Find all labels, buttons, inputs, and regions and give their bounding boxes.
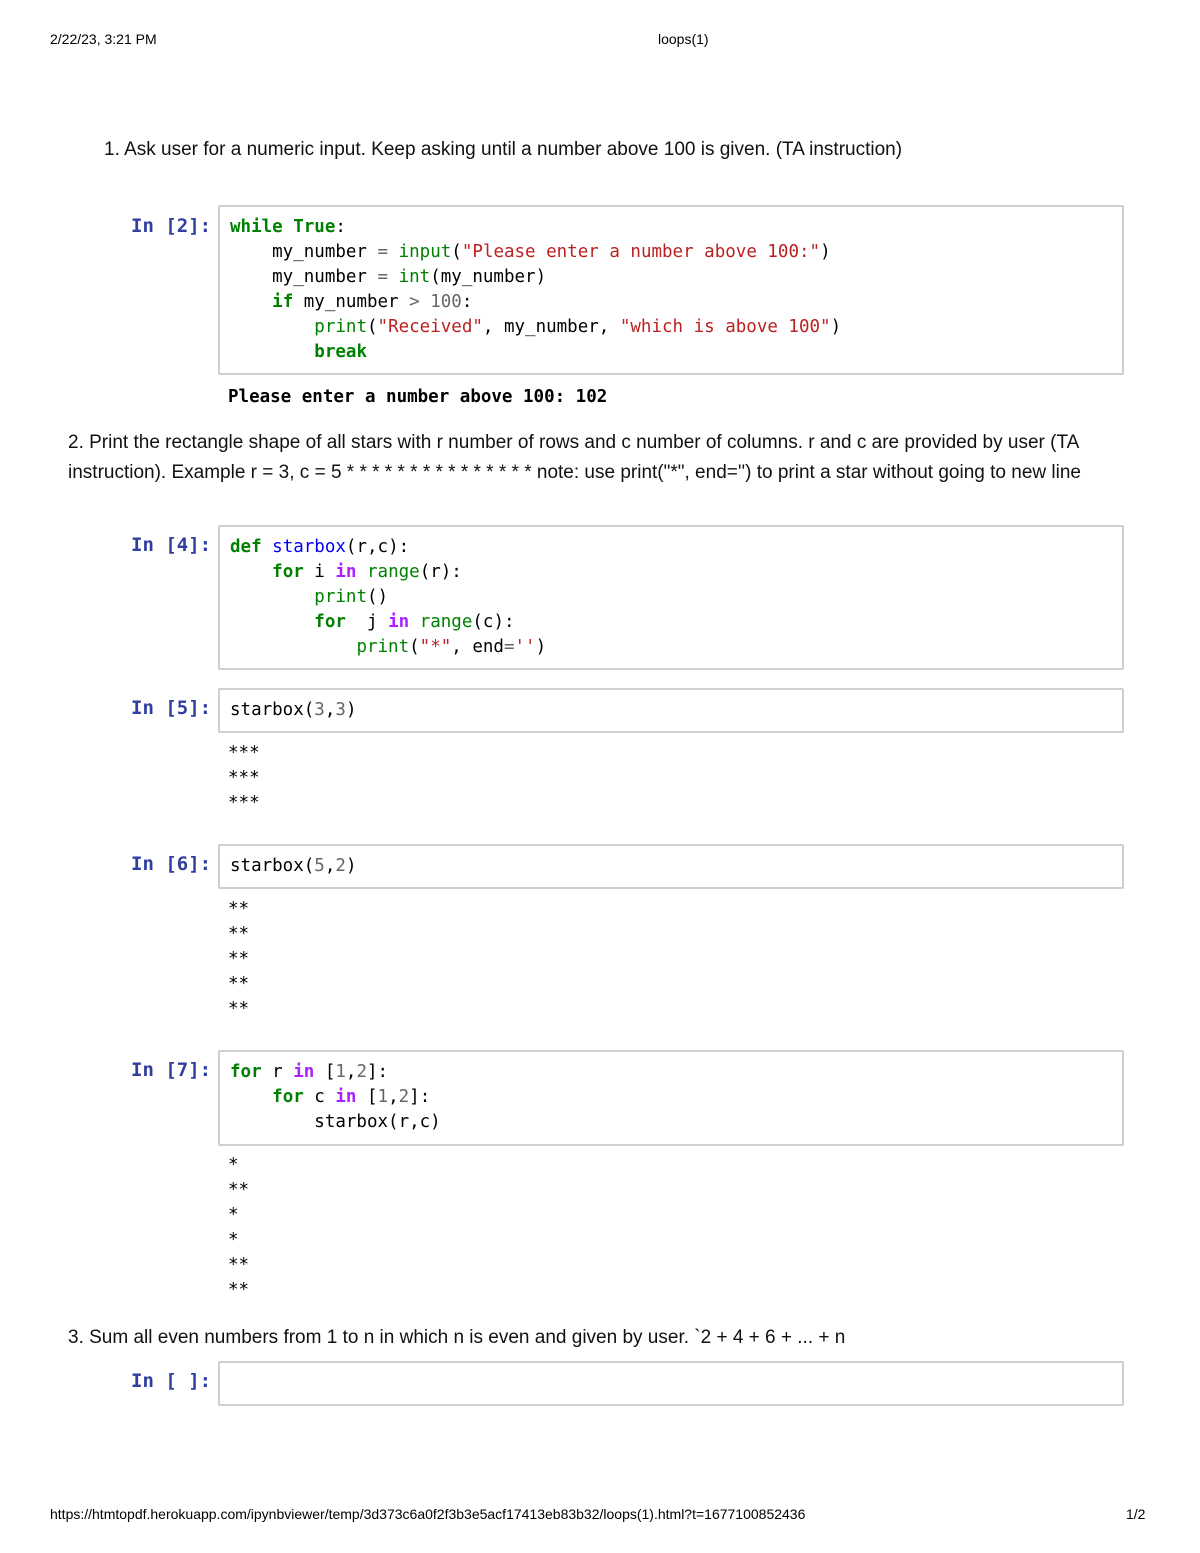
input-prompt: In [7]:	[131, 1059, 212, 1081]
code-token: (	[366, 317, 378, 337]
cell-output: Please enter a number above 100: 102	[228, 387, 608, 407]
code-token: 1	[335, 1062, 346, 1082]
code-token: )	[820, 242, 831, 262]
code-token	[283, 217, 294, 237]
code-token: "Please enter a number above 100:"	[461, 242, 821, 262]
code-token: 2	[335, 856, 346, 876]
code-token: starbox(	[230, 700, 315, 720]
code-token: (	[409, 637, 420, 657]
code-cell[interactable]	[218, 1050, 1124, 1146]
code-token	[230, 562, 272, 582]
input-prompt: In [6]:	[131, 853, 212, 875]
code-token	[388, 242, 399, 262]
empty-code-cell[interactable]	[218, 1361, 1124, 1406]
code-input[interactable]	[220, 527, 1122, 668]
code-token: 2	[398, 1087, 410, 1107]
print-datetime: 2/22/23, 3:21 PM	[50, 31, 157, 47]
code-token: )	[535, 637, 547, 657]
code-input[interactable]	[220, 846, 1122, 887]
code-token: :	[335, 217, 346, 237]
code-cell[interactable]	[218, 688, 1124, 733]
code-token: ,	[324, 856, 336, 876]
code-token: , my_number,	[482, 317, 620, 337]
markdown-question-2: 2. Print the rectangle shape of all stars with r number of rows and c number of columns. r and c are provided by user (TA instruction). Example r = 3, c = 5 * * * * * * * * * * * * * * * note: use print("*", end='') to print a star without going to new line	[68, 432, 1081, 483]
code-token	[262, 537, 273, 557]
code-token	[356, 562, 367, 582]
code-token	[230, 342, 314, 362]
code-token: ,	[388, 1087, 399, 1107]
code-token	[230, 587, 314, 607]
code-token: True	[293, 217, 336, 237]
input-prompt: In [4]:	[131, 534, 212, 556]
markdown-question-1: 1. Ask user for a numeric input. Keep asking until a number above 100 is given. (TA instruction)	[104, 139, 903, 160]
code-token: for	[272, 562, 304, 582]
code-token: 3	[314, 700, 325, 720]
code-token: (	[451, 242, 462, 262]
code-token: print	[356, 637, 410, 657]
code-token	[420, 292, 431, 312]
code-token: ''	[514, 637, 536, 657]
code-token: =	[377, 242, 389, 262]
code-token: range	[419, 612, 473, 632]
code-token: [	[314, 1062, 336, 1082]
code-token	[230, 637, 356, 657]
code-token: starbox(r,c)	[230, 1112, 441, 1132]
code-token: if	[272, 292, 294, 312]
code-token: while	[230, 217, 283, 237]
code-token: )	[345, 856, 357, 876]
code-token: j	[345, 612, 389, 632]
markdown-question-3: 3. Sum all even numbers from 1 to n in which n is even and given by user. `2 + 4 + 6 + ... + n	[68, 1327, 846, 1348]
code-token: c	[303, 1087, 336, 1107]
print-title: loops(1)	[658, 31, 709, 47]
code-token: >	[409, 292, 420, 312]
cell-output: ** ** ** ** **	[228, 899, 250, 1019]
code-token: int	[398, 267, 431, 287]
code-token	[230, 1087, 272, 1107]
code-token: )	[345, 700, 357, 720]
code-cell[interactable]	[218, 525, 1124, 670]
cell-output: * ** * * ** **	[228, 1155, 250, 1300]
code-token: print	[314, 587, 367, 607]
code-token: in	[388, 612, 410, 632]
code-token: in	[293, 1062, 315, 1082]
page-number: 1/2	[1126, 1506, 1146, 1522]
code-token: my_number	[230, 242, 378, 262]
code-token: ]:	[367, 1062, 389, 1082]
code-token	[388, 267, 399, 287]
code-token: ()	[366, 587, 389, 607]
code-token: def	[230, 537, 262, 557]
code-token: 2	[356, 1062, 368, 1082]
code-token: (r):	[419, 562, 462, 582]
code-token: for	[272, 1087, 304, 1107]
code-token: i	[303, 562, 336, 582]
code-input[interactable]	[220, 690, 1122, 731]
code-token: )	[830, 317, 842, 337]
code-token: range	[367, 562, 420, 582]
cell-output: *** *** ***	[228, 743, 260, 813]
code-token: for	[314, 612, 346, 632]
code-token: "which is above 100"	[619, 317, 831, 337]
code-input[interactable]	[220, 1363, 1122, 1404]
print-url: https://htmtopdf.herokuapp.com/ipynbviewer/temp/3d373c6a0f2f3b3e5acf17413eb83b32/loops(1).html?t=1677100852436	[50, 1506, 806, 1522]
code-token: 3	[335, 700, 346, 720]
code-token: (my_number)	[430, 267, 547, 287]
code-token: starbox(	[230, 856, 315, 876]
code-cell[interactable]	[218, 844, 1124, 889]
input-prompt: In [5]:	[131, 697, 212, 719]
code-token: in	[335, 1087, 357, 1107]
code-token: my_number	[230, 267, 378, 287]
code-token: "*"	[419, 637, 452, 657]
code-token: =	[377, 267, 389, 287]
code-token: ,	[324, 700, 336, 720]
code-token: , end	[451, 637, 504, 657]
code-token: (c):	[472, 612, 515, 632]
code-token: starbox	[272, 537, 346, 557]
code-token: ,	[345, 1062, 357, 1082]
code-token: for	[230, 1062, 262, 1082]
code-token: =	[503, 637, 515, 657]
code-token: 5	[314, 856, 325, 876]
code-token: in	[335, 562, 357, 582]
code-cell[interactable]	[218, 205, 1124, 375]
code-token: (r,c):	[345, 537, 410, 557]
code-token	[230, 612, 314, 632]
input-prompt: In [ ]:	[131, 1370, 212, 1392]
code-token: ]:	[409, 1087, 431, 1107]
code-token: 1	[377, 1087, 389, 1107]
code-token: input	[398, 242, 452, 262]
code-token: :	[461, 292, 473, 312]
code-token	[409, 612, 420, 632]
code-token: "Received"	[377, 317, 483, 337]
code-input[interactable]	[220, 1052, 1122, 1143]
input-prompt: In [2]:	[131, 215, 212, 237]
code-input[interactable]	[220, 207, 1122, 373]
code-token: [	[356, 1087, 378, 1107]
code-token: my_number	[293, 292, 410, 312]
code-token: 100	[430, 292, 462, 312]
code-token: print	[314, 317, 367, 337]
code-token	[230, 292, 272, 312]
code-token: break	[314, 342, 367, 362]
code-token: r	[261, 1062, 294, 1082]
code-token	[230, 317, 314, 337]
